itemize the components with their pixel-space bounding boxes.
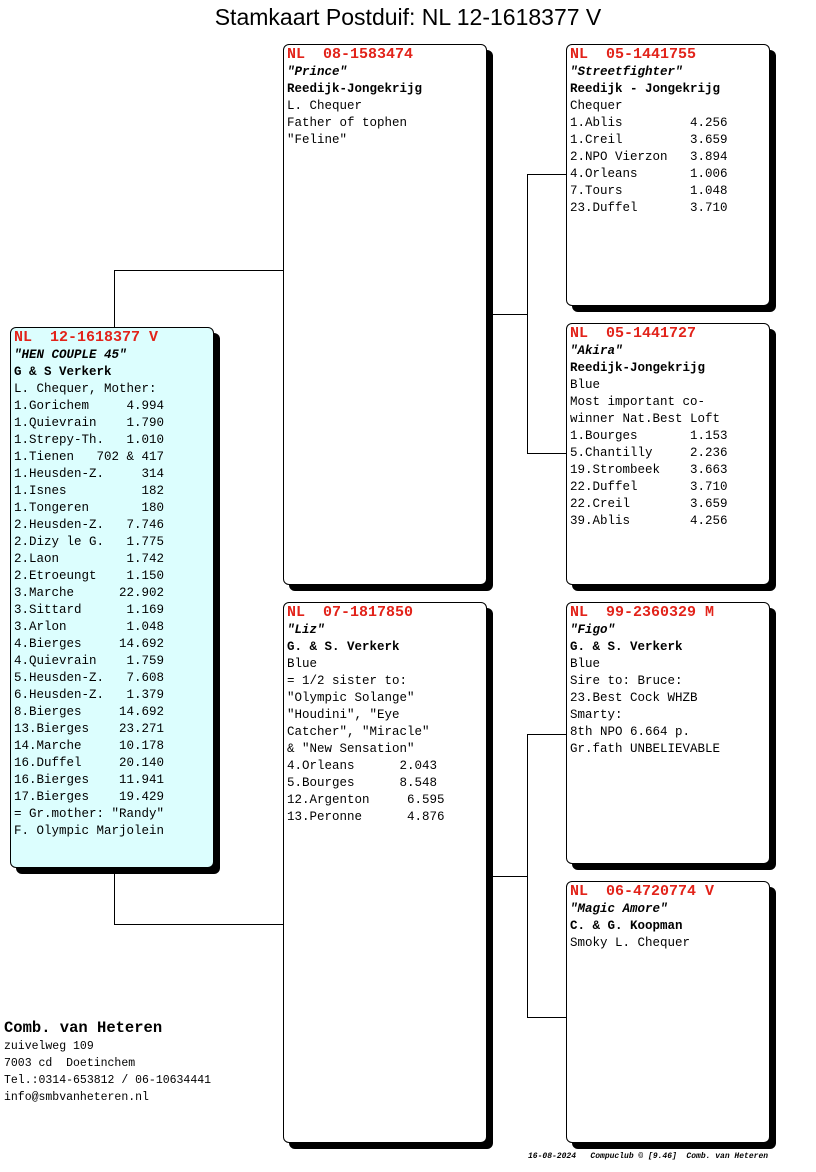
pedigree-line: 39.Ablis 4.256 [570, 514, 728, 528]
pigeon-nickname: "Figo" [570, 623, 616, 637]
pedigree-line: 1.Ablis 4.256 [570, 116, 728, 130]
pigeon-nickname: "Streetfighter" [570, 65, 683, 79]
owner-block [4, 1019, 211, 1106]
pedigree-line: L. Chequer [287, 99, 363, 113]
pedigree-line: Catcher", "Miracle" [287, 725, 430, 739]
pedigree-line: Smoky L. Chequer [570, 936, 691, 950]
pedigree-line: 1.Gorichem 4.994 [14, 399, 165, 413]
pedigree-line: Chequer [570, 99, 623, 113]
owner-address-line: 7003 cd Doetinchem [4, 1057, 136, 1070]
pedigree-line: 8.Bierges 14.692 [14, 705, 165, 719]
pedigree-line: 1.Bourges 1.153 [570, 429, 728, 443]
pedigree-line: 4.Orleans 1.006 [570, 167, 728, 181]
pedigree-line: 7.Tours 1.048 [570, 184, 728, 198]
pedigree-line: 1.Heusden-Z. 314 [14, 467, 165, 481]
pedigree-line: 23.Duffel 3.710 [570, 201, 728, 215]
pedigree-line: 3.Marche 22.902 [14, 586, 165, 600]
pedigree-line: Blue [287, 657, 318, 671]
pedigree-lines [570, 656, 769, 758]
pedigree-lines [570, 935, 769, 952]
breeder-name: G. & S. Verkerk [287, 640, 400, 654]
pigeon-nickname: "Prince" [287, 65, 348, 79]
pedigree-line: F. Olympic Marjolein [14, 824, 165, 838]
owner-name: Comb. van Heteren [4, 1019, 163, 1037]
pedigree-line: 1.Quievrain 1.790 [14, 416, 165, 430]
pedigree-lines [14, 381, 213, 840]
pedigree-line: 2.NPO Vierzon 3.894 [570, 150, 728, 164]
pedigree-line: 19.Strombeek 3.663 [570, 463, 728, 477]
paternal-grandmother-card [566, 323, 770, 585]
paternal-grandfather-card [566, 44, 770, 306]
pedigree-line: 4.Bierges 14.692 [14, 637, 165, 651]
pedigree-line: 1.Creil 3.659 [570, 133, 728, 147]
pedigree-line: 1.Tienen 702 & 417 [14, 450, 165, 464]
connector-line [527, 734, 528, 1018]
connector-line [114, 270, 284, 271]
pedigree-line: 2.Laon 1.742 [14, 552, 165, 566]
pedigree-line: 14.Marche 10.178 [14, 739, 165, 753]
breeder-name: Reedijk-Jongekrijg [570, 361, 706, 375]
connector-line [114, 270, 115, 328]
pedigree-line: 12.Argenton 6.595 [287, 793, 445, 807]
pigeon-nickname: "Akira" [570, 344, 623, 358]
pedigree-line: = Gr.mother: "Randy" [14, 807, 165, 821]
pedigree-lines [287, 656, 486, 826]
owner-email-line: info@smbvanheteren.nl [4, 1091, 149, 1104]
connector-line [527, 453, 566, 454]
pedigree-line: 17.Bierges 19.429 [14, 790, 165, 804]
breeder-name: C. & G. Koopman [570, 919, 683, 933]
pedigree-line: winner Nat.Best Loft [570, 412, 721, 426]
owner-address-line: zuivelweg 109 [4, 1040, 94, 1053]
pedigree-line: 2.Etroeungt 1.150 [14, 569, 165, 583]
pedigree-line: 1.Strepy-Th. 1.010 [14, 433, 165, 447]
pedigree-line: 2.Heusden-Z. 7.746 [14, 518, 165, 532]
pedigree-line: Smarty: [570, 708, 623, 722]
breeder-name: G. & S. Verkerk [570, 640, 683, 654]
pigeon-nickname: "Liz" [287, 623, 325, 637]
pedigree-line: 6.Heusden-Z. 1.379 [14, 688, 165, 702]
owner-phone-line: Tel.:0314-653812 / 06-10634441 [4, 1074, 212, 1087]
pedigree-lines [570, 377, 769, 530]
pigeon-nickname: "HEN COUPLE 45" [14, 348, 127, 362]
pedigree-line: 5.Bourges 8.548 [287, 776, 438, 790]
pedigree-line: 13.Bierges 23.271 [14, 722, 165, 736]
pedigree-line: 16.Bierges 11.941 [14, 773, 165, 787]
ring-number: NL 99-2360329 M [570, 604, 715, 621]
pedigree-line: 5.Heusden-Z. 7.608 [14, 671, 165, 685]
pedigree-line: 13.Peronne 4.876 [287, 810, 445, 824]
mother-card [283, 602, 487, 1143]
pedigree-line: 23.Best Cock WHZB [570, 691, 698, 705]
connector-line [527, 174, 528, 454]
connector-line [114, 924, 284, 925]
ring-number: NL 05-1441727 [570, 325, 697, 342]
pedigree-line: Sire to: Bruce: [570, 674, 683, 688]
pedigree-line: 1.Isnes 182 [14, 484, 165, 498]
pedigree-line: "Olympic Solange" [287, 691, 415, 705]
pedigree-lines [287, 98, 486, 149]
ring-number: NL 12-1618377 V [14, 329, 159, 346]
pedigree-line: 22.Duffel 3.710 [570, 480, 728, 494]
pedigree-line: 22.Creil 3.659 [570, 497, 728, 511]
pedigree-line: & "New Sensation" [287, 742, 415, 756]
connector-line [527, 734, 566, 735]
ring-number: NL 05-1441755 [570, 46, 697, 63]
pedigree-line: 8th NPO 6.664 p. [570, 725, 691, 739]
connector-line [114, 872, 115, 925]
pedigree-line: 4.Orleans 2.043 [287, 759, 438, 773]
pedigree-line: 3.Arlon 1.048 [14, 620, 165, 634]
breeder-name: Reedijk - Jongekrijg [570, 82, 721, 96]
footer-credit: 16-08-2024 Compuclub © [9.46] Comb. van Heteren [528, 1152, 769, 1161]
father-card [283, 44, 487, 585]
pedigree-line: 5.Chantilly 2.236 [570, 446, 728, 460]
pedigree-line: = 1/2 sister to: [287, 674, 408, 688]
breeder-name: Reedijk-Jongekrijg [287, 82, 423, 96]
pedigree-line: Most important co- [570, 395, 706, 409]
pedigree-line: 3.Sittard 1.169 [14, 603, 165, 617]
pedigree-line: 16.Duffel 20.140 [14, 756, 165, 770]
pedigree-line: 4.Quievrain 1.759 [14, 654, 165, 668]
pedigree-line: Blue [570, 378, 601, 392]
maternal-grandmother-card [566, 881, 770, 1143]
connector-line [490, 876, 528, 877]
pigeon-nickname: "Magic Amore" [570, 902, 668, 916]
pedigree-line: Gr.fath UNBELIEVABLE [570, 742, 721, 756]
pedigree-line: 2.Dizy le G. 1.775 [14, 535, 165, 549]
pedigree-lines [570, 98, 769, 217]
ring-number: NL 08-1583474 [287, 46, 414, 63]
connector-line [490, 314, 528, 315]
pedigree-line: "Feline" [287, 133, 348, 147]
main-pigeon-card [10, 327, 214, 868]
breeder-name: G & S Verkerk [14, 365, 112, 379]
pedigree-line: 1.Tongeren 180 [14, 501, 165, 515]
pedigree-line: L. Chequer, Mother: [14, 382, 157, 396]
page-title: Stamkaart Postduif: NL 12-1618377 V [214, 4, 602, 30]
connector-line [527, 174, 566, 175]
ring-number: NL 06-4720774 V [570, 883, 715, 900]
connector-line [527, 1017, 566, 1018]
maternal-grandfather-card [566, 602, 770, 864]
pedigree-line: Blue [570, 657, 601, 671]
ring-number: NL 07-1817850 [287, 604, 414, 621]
pedigree-line: "Houdini", "Eye [287, 708, 400, 722]
pedigree-line: Father of tophen [287, 116, 408, 130]
